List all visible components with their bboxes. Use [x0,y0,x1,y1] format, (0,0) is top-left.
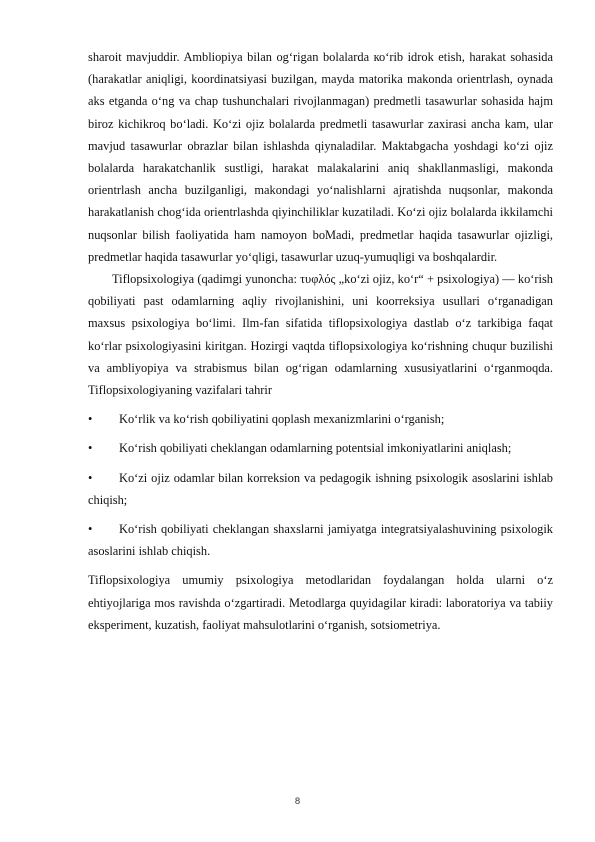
list-item [88,408,553,430]
list-item-text: Ko‘rish qobiliyati cheklangan odamlarning potentsial imkoniyatlarini aniqlash; [119,441,512,456]
bullet-icon: • [88,470,93,485]
list-item-text: Ko‘rlik va ko‘rish qobiliyatini qoplash mexanizmlarini o‘rganish; [119,412,445,427]
paragraph-tiflopsixologiya-definition: Tiflopsixologiya (qadimgi yunoncha: τυφλός „ko‘zi ojiz, ko‘r“ + psixologiya) — ko‘rish qobiliyati past odamlarning aqliy rivojlanishini, uni koorreksiya usullari o‘rganadigan maxsus psixologiya bo‘limi. Ilm-fan sifatida tiflopsixologiya dastlab o‘z tarkibiga faqat ko‘rlar psixologiyasini kiritgan. Hozirgi vaqtda tiflopsixologiya ko‘rishning chuqur buzilishi va ambliyopiya va strabismus bilan og‘rigan odamlarning xususiyatlarini o‘rganmoqda. Tiflopsixologiyaning vazifalari tahrir [88,272,553,398]
list-item-text: Ko‘rish qobiliyati cheklangan shaxslarni jamiyatga integratsiyalashuvining psixologik asoslarini ishlab chiqish. [88,522,553,559]
bullet-icon: • [88,412,93,427]
list-item [88,437,553,459]
bullet-icon: • [88,441,93,456]
page-number: 8 [294,796,301,807]
paragraph-methods: Tiflopsixologiya umumiy psixologiya metodlaridan foydalangan holda ularni o‘z ehtiyojlariga mos ravishda o‘zgartiradi. Metodlarga quyidagilar kiradi: laboratoriya va tabiiy eksperiment, kuzatish, faoliyat mahsulotlarini o‘rganish, sotsiometriya. [88,573,553,632]
paragraph-ambliopiya: sharoit mavjuddir. Ambliopiya bilan og‘rigan bolalarda ко‘rib idrok etish, harakat sohasida (harakatlar aniqligi, koordinatsiyasi buzilgan, mayda matorika makonda orientrlash, oynada aks etganda o‘ng va chap tushunchalari rivojlanmagan) predmetli tasawurlar sohasida hajm biroz kichikroq bo‘ladi. Ko‘zi ojiz bolalarda predmetli tasawurlar zaxirasi ancha kam, ular mavjud tasawurlar obrazlar bilan ishlashda qiynaladilar. Maktabgacha yoshdagi ko‘zi ojiz bolalarda harakatchanlik sustligi, harakat malakalarini aniq shakllanmasligi, makonda orientrlash ancha buzilganligi, makondagi yo‘nalishlarni ajratishda nuqsonlar, makonda harakatlanish chog‘ida orientrlashda qiyinchiliklar kuzatiladi. Ko‘zi ojiz bolalarda ikkilamchi nuqsonlar bilish faoliyatida ham namoyon boMadi, predmetlar haqida tasawurlar ojizligi, predmetlar haqida tasawurlar yo‘qligi, tasawurlar uzuq-yumuqligi va boshqalardir. [88,50,553,264]
list-item [88,467,553,511]
bullet-icon: • [88,522,93,537]
document-body [88,46,553,636]
list-item [88,518,553,562]
list-item-text: Ko‘zi ojiz odamlar bilan korreksion va pedagogik ishning psixologik asoslarini ishlab chiqish; [88,470,553,507]
